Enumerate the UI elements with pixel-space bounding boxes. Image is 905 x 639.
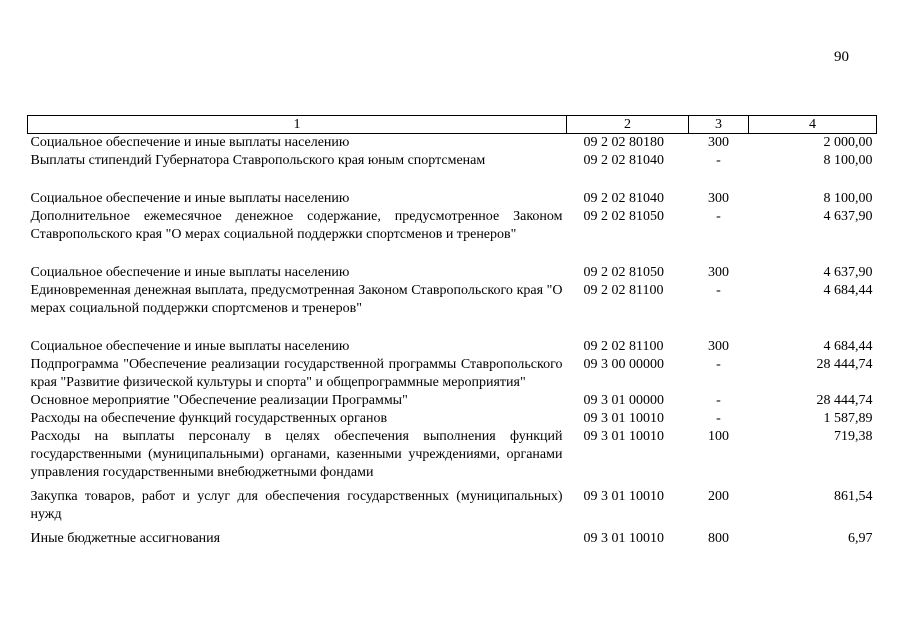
row-code: 09 3 01 00000 bbox=[583, 393, 664, 408]
row-expense-type: - bbox=[716, 393, 721, 408]
row-code: 09 3 01 10010 bbox=[583, 429, 664, 444]
row-amount: 861,54 bbox=[834, 489, 873, 504]
table-row bbox=[28, 428, 877, 488]
row-amount: 2 000,00 bbox=[823, 135, 873, 150]
table-row bbox=[28, 338, 877, 356]
row-amount: 8 100,00 bbox=[823, 153, 873, 168]
row-code: 09 3 00 00000 bbox=[583, 357, 664, 372]
row-expense-type: 300 bbox=[708, 191, 729, 206]
row-expense-type: 300 bbox=[708, 135, 729, 150]
row-description: Социальное обеспечение и иные выплаты населению bbox=[30, 191, 350, 206]
row-amount: 6,97 bbox=[848, 531, 873, 546]
row-code: 09 2 02 81050 bbox=[583, 265, 664, 280]
table-row bbox=[28, 190, 877, 208]
table-row bbox=[28, 282, 877, 338]
header-col-1: 1 bbox=[28, 116, 567, 134]
page-number: 90 bbox=[834, 49, 849, 65]
row-description: Социальное обеспечение и иные выплаты населению bbox=[30, 339, 350, 354]
row-code: 09 2 02 81050 bbox=[583, 209, 664, 224]
row-description: Подпрограмма "Обеспечение реализации государственной программы Ставропольского края "Развитие физической культуры и спорта" и общепрограммные мероприятия" bbox=[30, 357, 563, 390]
row-code: 09 2 02 81040 bbox=[583, 153, 664, 168]
table-row bbox=[28, 356, 877, 392]
row-code: 09 3 01 10010 bbox=[583, 411, 664, 426]
row-description: Социальное обеспечение и иные выплаты населению bbox=[30, 265, 350, 280]
row-description: Расходы на выплаты персоналу в целях обеспечения выполнения функций государственными (муниципальными) органами, казенными учреждениями, органами управления государственными внебюджетными фондами bbox=[30, 429, 563, 480]
row-expense-type: 200 bbox=[708, 489, 729, 504]
row-description: Закупка товаров, работ и услуг для обеспечения государственных (муниципальных) нужд bbox=[30, 489, 563, 522]
row-amount: 8 100,00 bbox=[823, 191, 873, 206]
row-description: Иные бюджетные ассигнования bbox=[30, 531, 221, 546]
table-row bbox=[28, 410, 877, 428]
row-amount: 28 444,74 bbox=[816, 357, 873, 372]
row-description: Единовременная денежная выплата, предусмотренная Законом Ставропольского края "О мерах социальной поддержки спортсменов и тренеров" bbox=[30, 283, 563, 316]
row-description: Выплаты стипендий Губернатора Ставропольского края юным спортсменам bbox=[30, 153, 486, 168]
table-row bbox=[28, 152, 877, 190]
table-row bbox=[28, 264, 877, 282]
row-code: 09 2 02 80180 bbox=[583, 135, 664, 150]
row-code: 09 2 02 81040 bbox=[583, 191, 664, 206]
row-amount: 4 684,44 bbox=[823, 339, 873, 354]
row-expense-type: - bbox=[716, 283, 721, 298]
row-expense-type: - bbox=[716, 357, 721, 372]
table-row bbox=[28, 134, 877, 153]
table-row bbox=[28, 208, 877, 264]
row-amount: 1 587,89 bbox=[823, 411, 873, 426]
header-col-2: 2 bbox=[567, 116, 689, 134]
row-code: 09 2 02 81100 bbox=[583, 283, 664, 298]
header-col-4: 4 bbox=[749, 116, 877, 134]
table-row bbox=[28, 488, 877, 530]
budget-table bbox=[27, 115, 877, 548]
row-expense-type: 300 bbox=[708, 265, 729, 280]
row-expense-type: 800 bbox=[708, 531, 729, 546]
row-description: Расходы на обеспечение функций государственных органов bbox=[30, 411, 388, 426]
row-amount: 719,38 bbox=[834, 429, 873, 444]
row-expense-type: - bbox=[716, 411, 721, 426]
row-amount: 28 444,74 bbox=[816, 393, 873, 408]
row-expense-type: - bbox=[716, 209, 721, 224]
table-row bbox=[28, 392, 877, 410]
table-header-row bbox=[28, 116, 877, 134]
header-col-3: 3 bbox=[689, 116, 749, 134]
row-description: Социальное обеспечение и иные выплаты населению bbox=[30, 135, 350, 150]
row-code: 09 3 01 10010 bbox=[583, 489, 664, 504]
row-description: Основное мероприятие "Обеспечение реализации Программы" bbox=[30, 393, 408, 408]
row-code: 09 2 02 81100 bbox=[583, 339, 664, 354]
row-expense-type: 300 bbox=[708, 339, 729, 354]
row-amount: 4 637,90 bbox=[823, 209, 873, 224]
row-expense-type: - bbox=[716, 153, 721, 168]
row-amount: 4 637,90 bbox=[823, 265, 873, 280]
table-row bbox=[28, 530, 877, 548]
row-code: 09 3 01 10010 bbox=[583, 531, 664, 546]
row-amount: 4 684,44 bbox=[823, 283, 873, 298]
row-description: Дополнительное ежемесячное денежное содержание, предусмотренное Законом Ставропольского края "О мерах социальной поддержки спортсменов и тренеров" bbox=[30, 209, 563, 242]
row-expense-type: 100 bbox=[708, 429, 729, 444]
